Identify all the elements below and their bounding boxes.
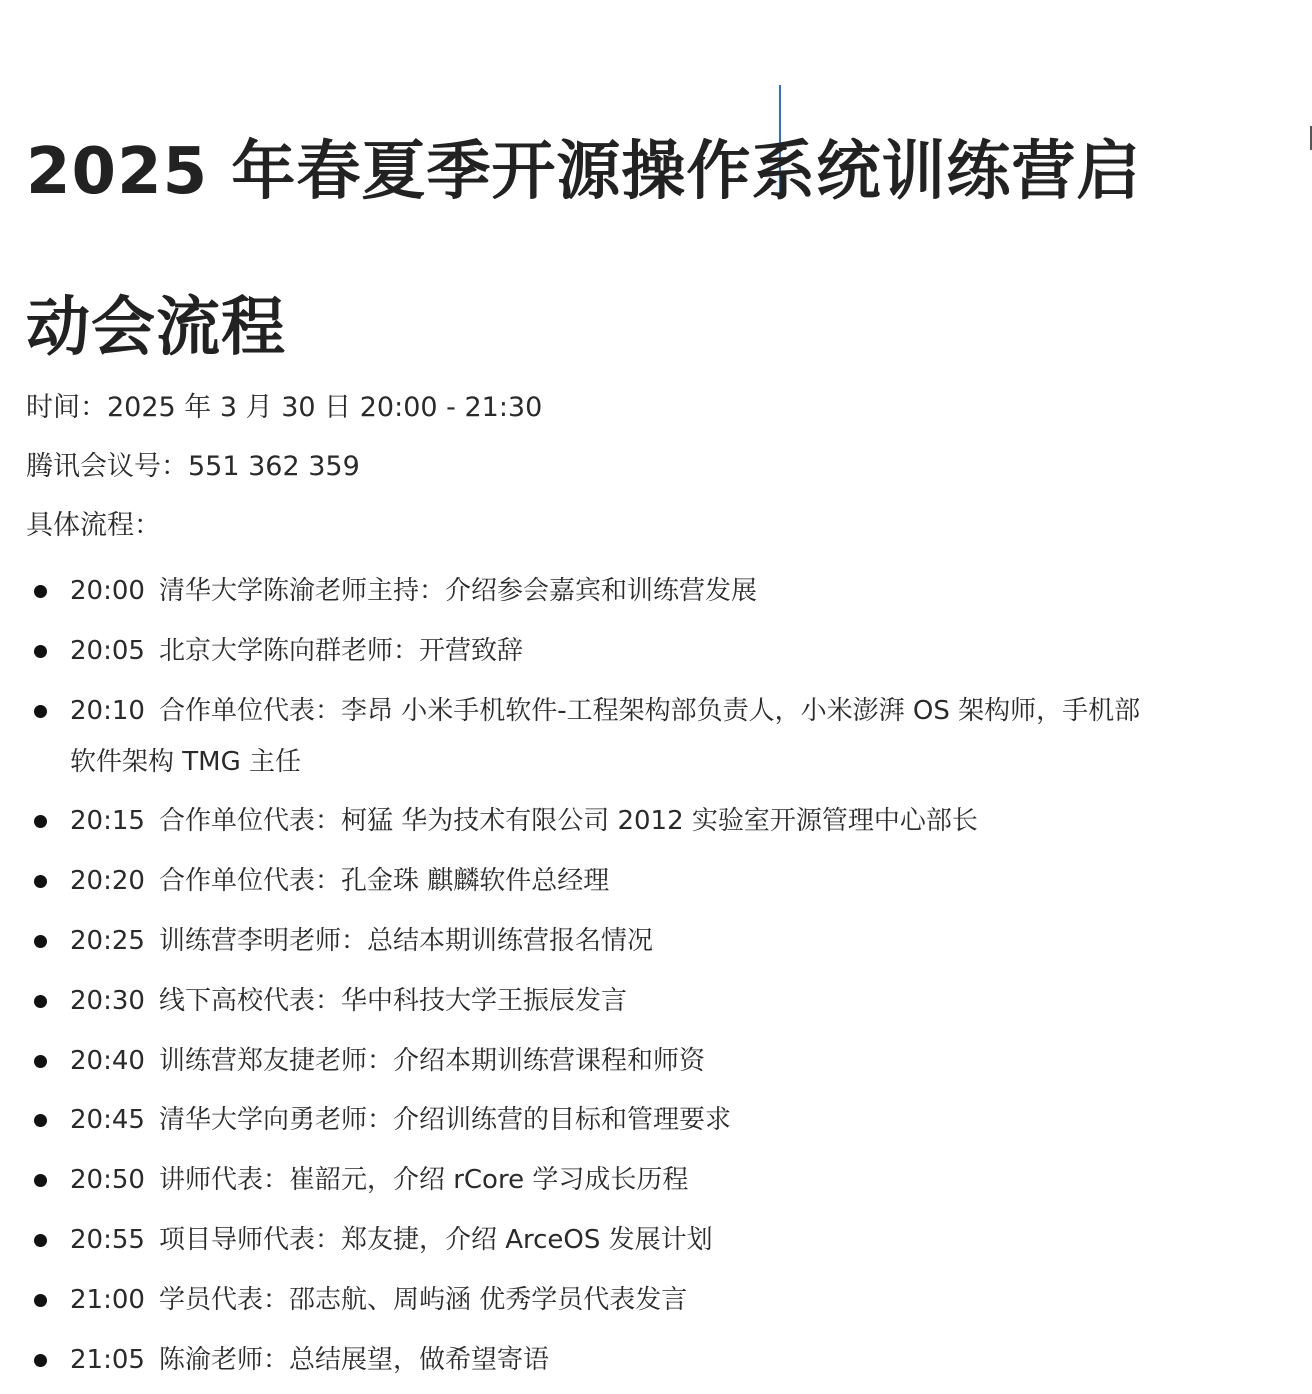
agenda-text: 合作单位代表：柯猛 华为技术有限公司 2012 实验室开源管理中心部长 (158, 806, 978, 837)
agenda-time: 20:10 (70, 695, 145, 726)
agenda-text: 讲师代表：崔韶元，介绍 rCore 学习成长历程 (158, 1165, 689, 1196)
agenda-list (26, 566, 1146, 1394)
bullet-icon (34, 585, 47, 598)
bullet-icon (34, 1114, 47, 1127)
meeting-id-label: 腾讯会议号： (26, 451, 188, 482)
agenda-item (26, 976, 1146, 1027)
bullet-icon (34, 1354, 47, 1367)
agenda-time: 20:25 (70, 925, 145, 956)
bullet-icon (34, 995, 47, 1008)
agenda-text: 训练营郑友捷老师：介绍本期训练营课程和师资 (158, 1045, 705, 1076)
agenda-item (26, 686, 1146, 788)
agenda-time: 21:05 (70, 1344, 145, 1375)
agenda-time: 20:20 (70, 866, 145, 897)
bullet-icon (34, 1174, 47, 1187)
agenda-time: 20:15 (70, 806, 145, 837)
meeting-id (26, 447, 360, 487)
bullet-icon (34, 705, 47, 718)
agenda-time: 21:00 (70, 1284, 145, 1315)
agenda-text: 学员代表：邵志航、周屿涵 优秀学员代表发言 (158, 1284, 688, 1315)
agenda-item (26, 1155, 1146, 1206)
agenda-time: 20:45 (70, 1105, 145, 1136)
meeting-time (26, 388, 542, 428)
agenda-time: 20:00 (70, 576, 145, 606)
bullet-icon (34, 1294, 47, 1307)
agenda-item (26, 1275, 1146, 1326)
bullet-icon (34, 1055, 47, 1068)
agenda-item (26, 856, 1146, 907)
flow-heading: 具体流程： (26, 510, 161, 541)
agenda-time: 20:40 (70, 1045, 145, 1076)
agenda-text: 训练营李明老师：总结本期训练营报名情况 (158, 925, 653, 956)
meeting-time-label: 时间： (26, 392, 107, 423)
agenda-text: 北京大学陈向群老师：开营致辞 (158, 635, 523, 666)
agenda-item (26, 626, 1146, 677)
meeting-time-value: 2025 年 3 月 30 日 20:00 - 21:30 (107, 392, 543, 423)
bullet-icon (34, 645, 47, 658)
page-title[interactable]: 2025 年春夏季开源操作系统训练营启动会流程 (26, 135, 1142, 365)
bullet-icon (34, 815, 47, 828)
agenda-time: 20:05 (70, 635, 145, 666)
bullet-icon (34, 1234, 47, 1247)
agenda-time: 20:30 (70, 985, 145, 1016)
agenda-text: 项目导师代表：郑友捷，介绍 ArceOS 发展计划 (158, 1224, 713, 1255)
agenda-time: 20:55 (70, 1224, 145, 1255)
meeting-id-value: 551 362 359 (188, 451, 360, 482)
agenda-text: 清华大学陈渝老师主持：介绍参会嘉宾和训练营发展 (158, 576, 757, 606)
agenda-item (26, 1036, 1146, 1087)
agenda-item (26, 1215, 1146, 1266)
agenda-item (26, 916, 1146, 967)
agenda-item (26, 796, 1146, 847)
agenda-item (26, 1095, 1146, 1146)
agenda-text: 合作单位代表：李昂 小米手机软件-工程架构部负责人，小米澎湃 OS 架构师，手机部软件架构 TMG 主任 (70, 695, 1141, 777)
agenda-text: 陈渝老师：总结展望，做希望寄语 (158, 1344, 549, 1375)
bullet-icon (34, 935, 47, 948)
bullet-icon (34, 875, 47, 888)
agenda-item (26, 1335, 1146, 1386)
agenda-time: 20:50 (70, 1165, 145, 1196)
agenda-item (26, 566, 1146, 617)
agenda-text: 合作单位代表：孔金珠 麒麟软件总经理 (158, 866, 610, 897)
agenda-text: 清华大学向勇老师：介绍训练营的目标和管理要求 (158, 1105, 731, 1136)
agenda-text: 线下高校代表：华中科技大学王振辰发言 (158, 985, 627, 1016)
